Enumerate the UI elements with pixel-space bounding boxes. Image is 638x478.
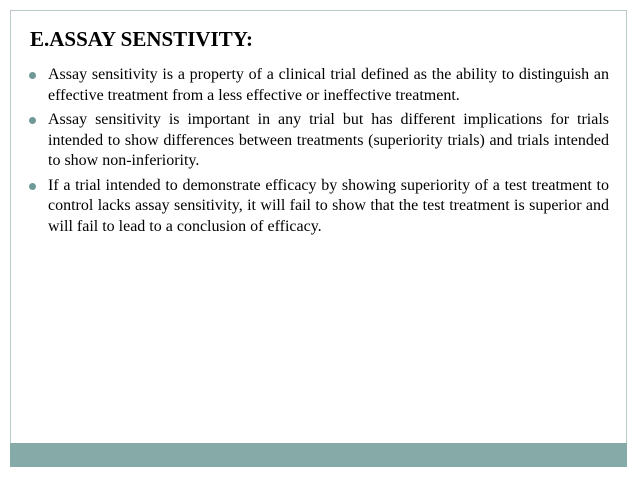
- slide-title: E.ASSAY SENSTIVITY:: [30, 27, 253, 51]
- bullet-list: [28, 65, 609, 241]
- slide-footer-bar: [10, 443, 627, 467]
- bullet-dot-icon: [29, 183, 36, 190]
- bullet-dot-icon: [29, 72, 36, 79]
- bullet-item: [28, 176, 609, 238]
- bullet-text: If a trial intended to demonstrate efficacy by showing superiority of a test treatment to control lacks assay sensitivity, it will fail to show that the test treatment is superior and will fail to lead to a conclusion of efficacy.: [48, 176, 609, 235]
- bullet-dot-icon: [29, 117, 36, 124]
- slide: [10, 10, 627, 443]
- bullet-text: Assay sensitivity is a property of a clinical trial defined as the ability to distinguish an effective treatment from a less effective or ineffective treatment.: [48, 66, 609, 104]
- bullet-item: [28, 110, 609, 172]
- bullet-text: Assay sensitivity is important in any trial but has different implications for trials intended to show differences between treatments (superiority trials) and trials intended to show non-inferiority.: [48, 111, 609, 169]
- bullet-item: [28, 65, 609, 106]
